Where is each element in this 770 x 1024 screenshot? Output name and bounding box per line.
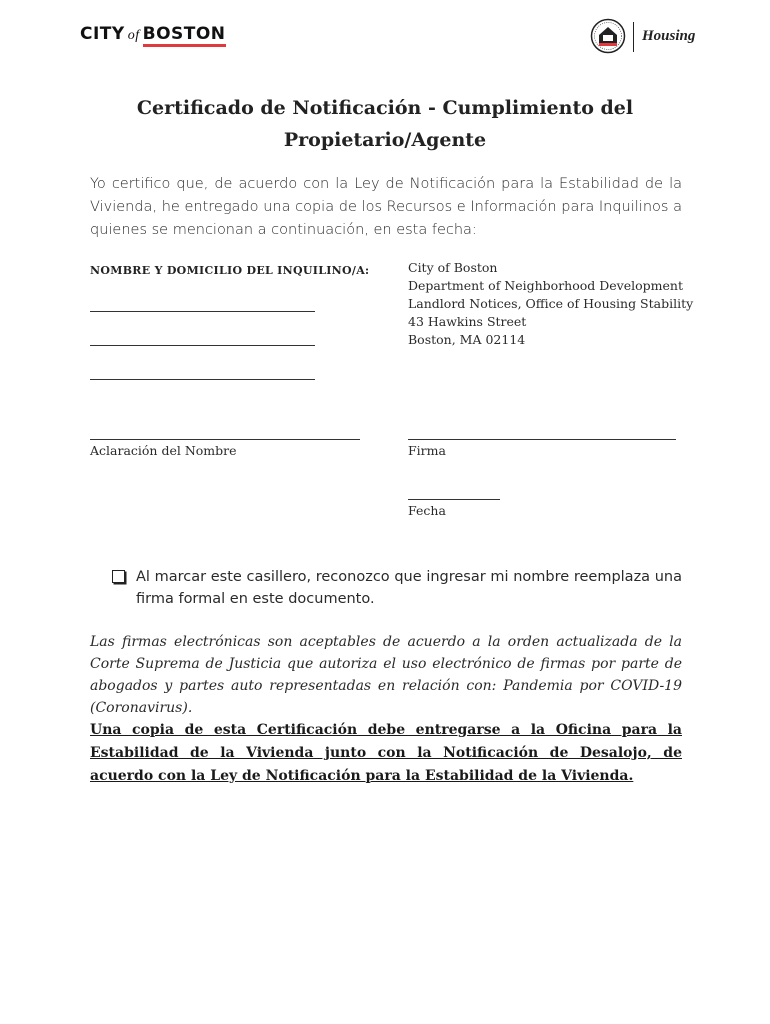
checkbox-label: Al marcar este casillero, reconozco que ingresar mi nombre reemplaza una firma formal en este documento.	[136, 569, 682, 607]
address-line: Department of Neighborhood Development	[408, 278, 683, 293]
electronic-signature-note: Las firmas electrónicas son aceptables de acuerdo a la orden actualizada de la Corte Suprema de Justicia que autoriza el uso electrónico de firmas por parte de abogados y partes auto representadas en relación con: Pandemia por COVID-19 (Coronavirus).	[90, 634, 682, 716]
printed-name-line[interactable]	[90, 439, 360, 440]
logo-boston-text: BOSTON	[143, 24, 226, 47]
date-caption: Fecha	[408, 503, 446, 518]
date-line[interactable]	[408, 499, 500, 500]
address-line: Landlord Notices, Office of Housing Stability	[408, 296, 694, 311]
copy-requirement-note: Una copia de esta Certificación debe entregarse a la Oficina para la Estabilidad de la Vivienda junto con la Notificación de Desalojo, de acuerdo con la Ley de Notificación para la Estabilidad de la Vivienda.	[90, 722, 682, 784]
house-seal-icon	[590, 18, 626, 54]
tenant-entry-line-3[interactable]	[90, 379, 315, 380]
tenant-section-header: NOMBRE Y DOMICILIO DEL INQUILINO/A:	[90, 264, 370, 277]
logo-city-text: CITY	[80, 24, 125, 44]
intro-paragraph: Yo certifico que, de acuerdo con la Ley de Notificación para la Estabilidad de la Vivienda, he entregado una copia de los Recursos e Información para Inquilinos a quienes se mencionan a continuación, en esta fecha:	[90, 176, 682, 238]
tenant-entry-line-1[interactable]	[90, 311, 315, 312]
address-line: 43 Hawkins Street	[408, 314, 527, 329]
printed-name-caption: Aclaración del Nombre	[90, 443, 237, 458]
checkbox-icon[interactable]	[112, 570, 125, 583]
mailing-address	[408, 259, 693, 349]
document-title: Certificado de Notificación - Cumplimiento del Propietario/Agente	[136, 97, 634, 151]
signature-caption: Firma	[408, 443, 446, 458]
address-line: Boston, MA 02114	[408, 332, 526, 347]
signature-line[interactable]	[408, 439, 676, 440]
address-line: City of Boston	[408, 260, 498, 275]
tenant-entry-line-2[interactable]	[90, 345, 315, 346]
department-label: Housing	[642, 28, 696, 44]
logo-of-text: of	[127, 28, 140, 43]
city-of-boston-logo	[80, 24, 226, 44]
header-divider	[633, 22, 634, 52]
